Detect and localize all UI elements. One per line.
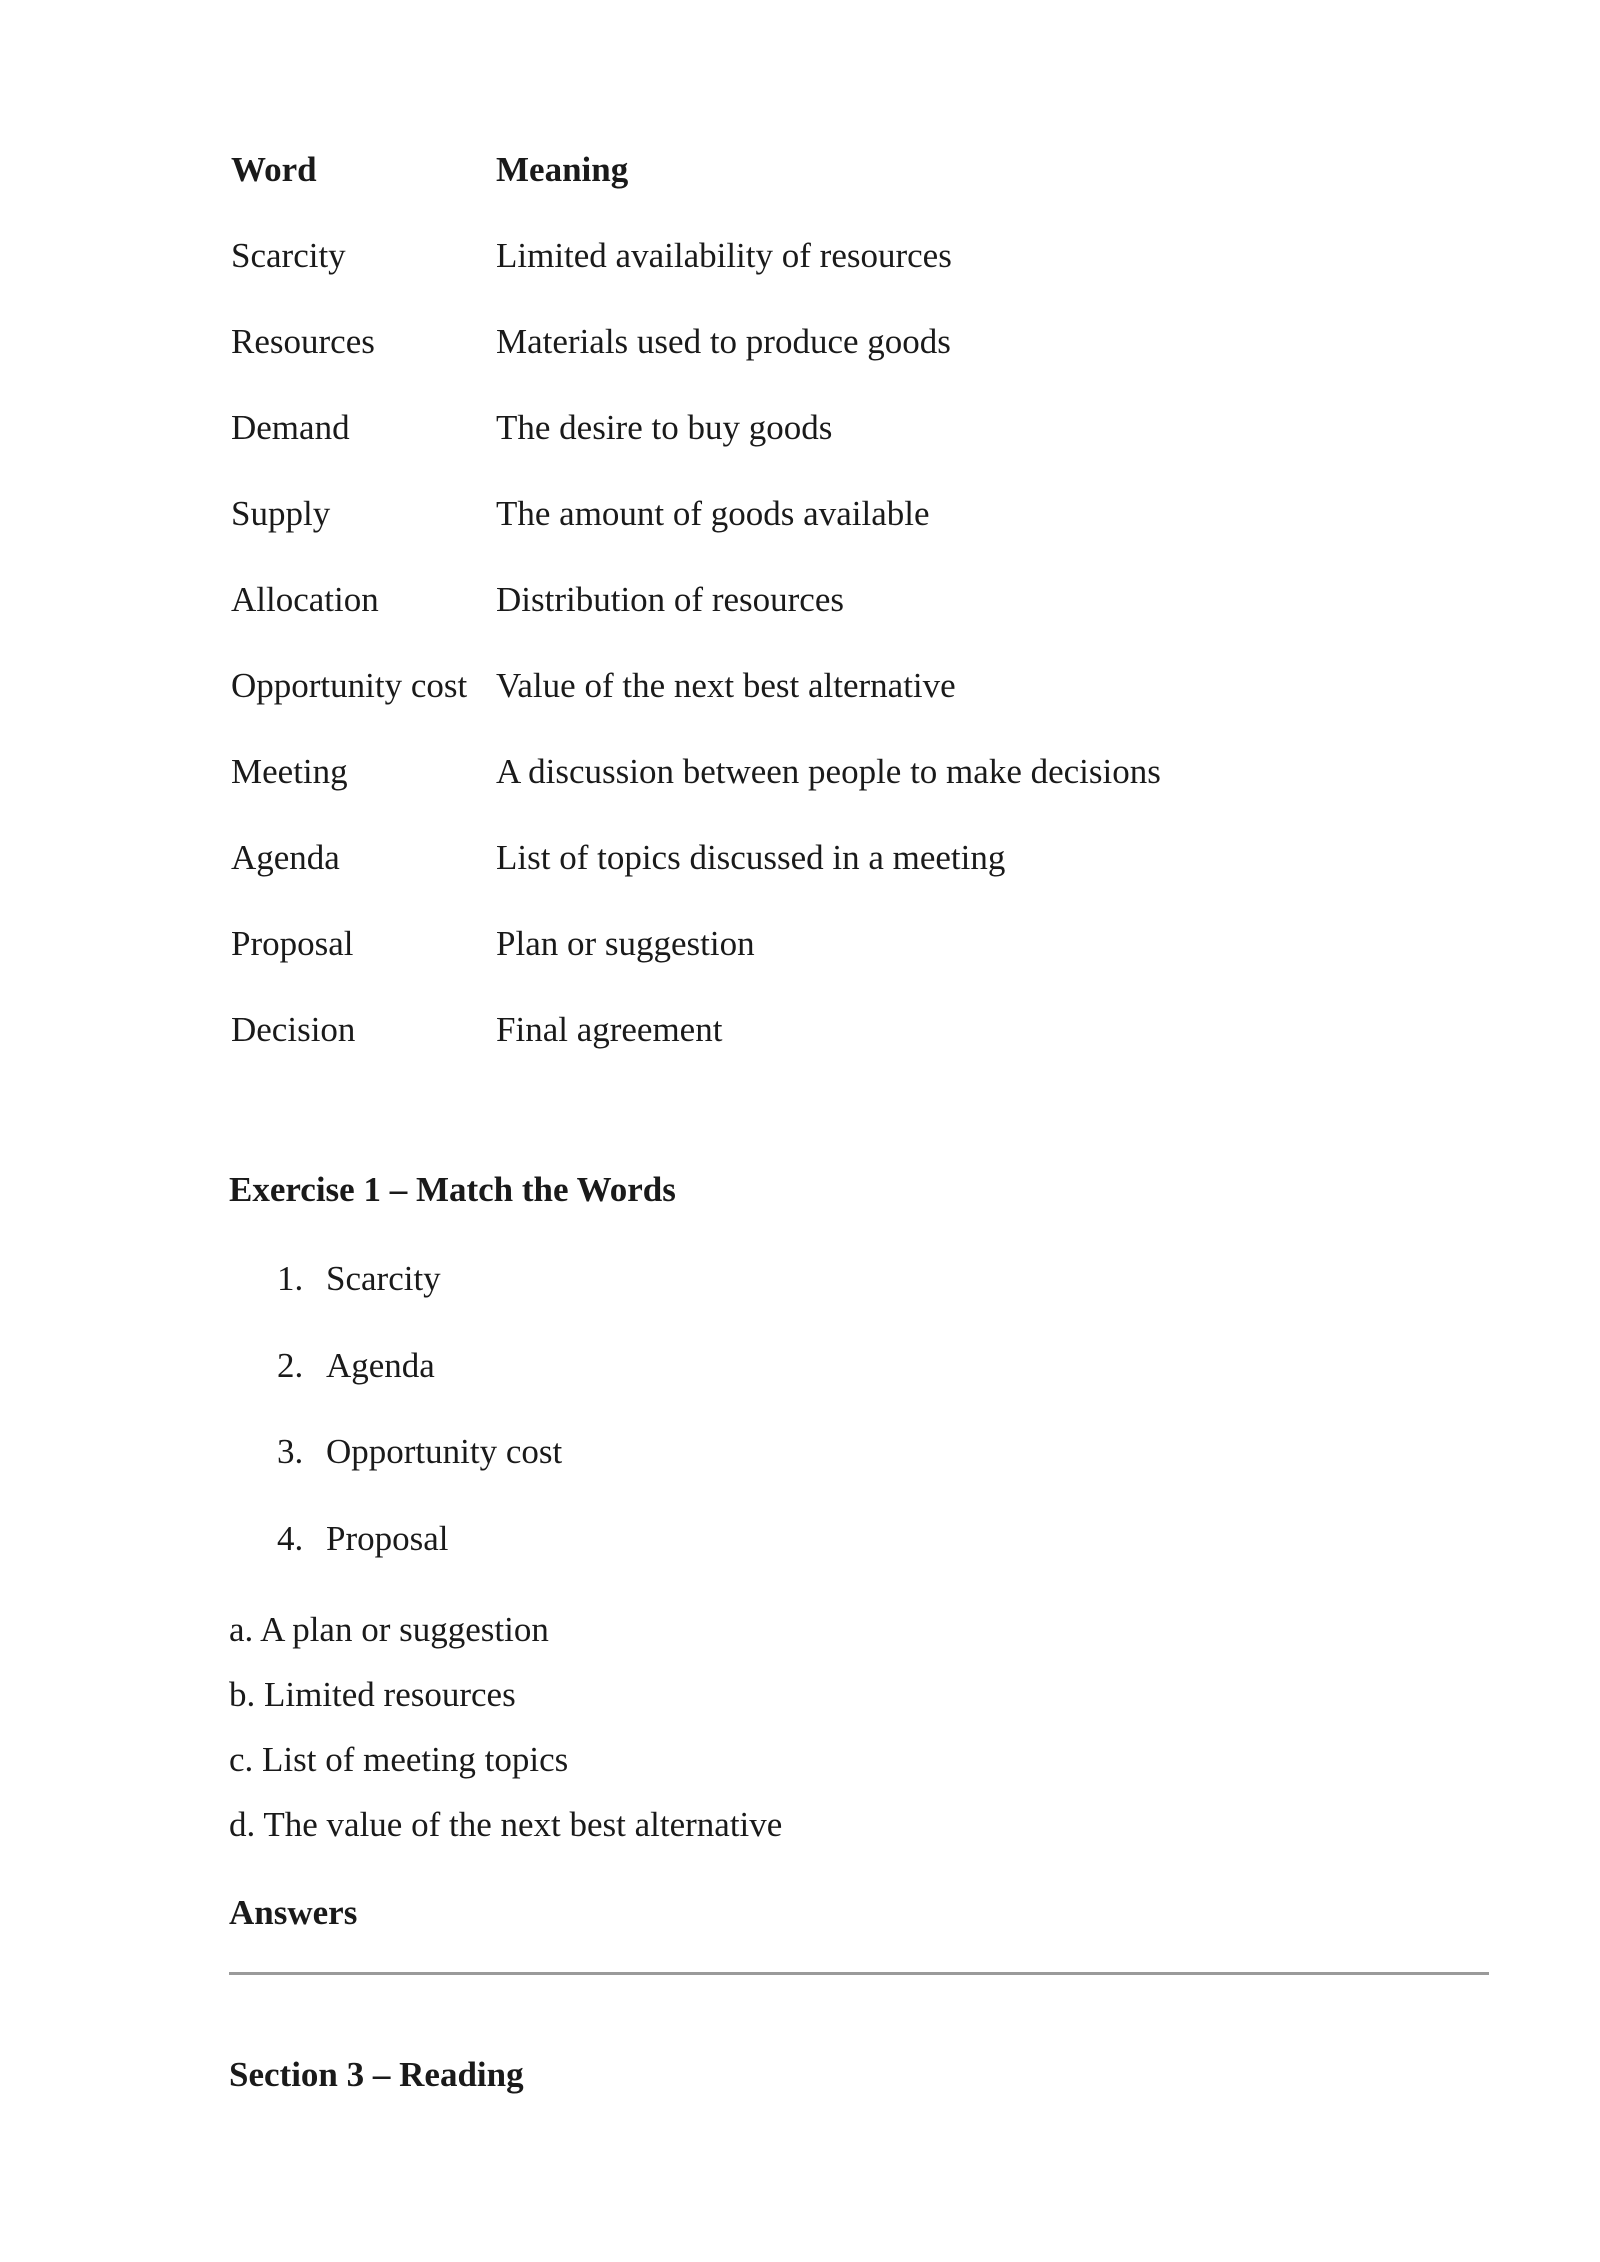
meaning-column-header: Meaning: [496, 150, 629, 189]
vocabulary-meaning: The amount of goods available: [496, 494, 930, 533]
exercise-1-title: Exercise 1 – Match the Words: [229, 1170, 676, 1209]
list-item-number: 2.: [277, 1345, 304, 1385]
exercise-option-list: [229, 1610, 782, 1870]
list-item-text: Proposal: [326, 1518, 449, 1558]
section-3-title: Section 3 – Reading: [229, 2055, 524, 2094]
answers-heading: Answers: [229, 1893, 358, 1932]
list-item-text: Opportunity cost: [326, 1432, 563, 1471]
answer-line: [229, 1972, 1489, 1975]
option-item: a. A plan or suggestion: [229, 1610, 549, 1649]
vocabulary-meaning: Materials used to produce goods: [496, 322, 951, 361]
vocabulary-table: [231, 150, 1331, 1096]
list-item-text: Scarcity: [326, 1259, 441, 1298]
vocabulary-row: [231, 408, 1331, 494]
option-item: c. List of meeting topics: [229, 1740, 569, 1779]
vocabulary-word: Demand: [231, 408, 350, 447]
vocabulary-meaning: Final agreement: [496, 1010, 723, 1049]
list-item: [277, 1519, 562, 1606]
vocabulary-row: [231, 494, 1331, 580]
vocabulary-row: [231, 924, 1331, 1010]
vocabulary-meaning: Value of the next best alternative: [496, 666, 956, 705]
vocabulary-meaning: Distribution of resources: [496, 580, 844, 619]
vocabulary-meaning: Limited availability of resources: [496, 236, 952, 275]
vocabulary-row: [231, 1010, 1331, 1096]
list-item: [277, 1432, 562, 1519]
vocabulary-word: Meeting: [231, 752, 348, 791]
vocabulary-row: [231, 666, 1331, 752]
list-item-number: 3.: [277, 1432, 304, 1471]
list-item-text: Agenda: [326, 1345, 435, 1385]
vocabulary-word: Scarcity: [231, 236, 346, 275]
vocabulary-word: Proposal: [231, 924, 354, 963]
vocabulary-meaning: List of topics discussed in a meeting: [496, 838, 1006, 877]
vocabulary-word: Supply: [231, 494, 331, 533]
list-item-number: 4.: [277, 1518, 304, 1558]
vocabulary-row: [231, 580, 1331, 666]
word-column-header: Word: [231, 150, 317, 189]
option-item: b. Limited resources: [229, 1675, 516, 1714]
list-item: [277, 1346, 562, 1433]
vocabulary-row: [231, 838, 1331, 924]
vocabulary-word: Agenda: [231, 838, 340, 877]
vocabulary-word: Decision: [231, 1010, 356, 1049]
vocabulary-word: Opportunity cost: [231, 666, 468, 705]
list-item-number: 1.: [277, 1259, 304, 1298]
vocabulary-meaning: Plan or suggestion: [496, 924, 755, 963]
exercise-word-list: [277, 1259, 562, 1605]
option-item: d. The value of the next best alternative: [229, 1805, 783, 1844]
vocabulary-word: Resources: [231, 322, 375, 361]
list-item: [277, 1259, 562, 1346]
vocabulary-word: Allocation: [231, 580, 379, 619]
vocabulary-header-row: [231, 150, 1331, 236]
vocabulary-row: [231, 752, 1331, 838]
vocabulary-row: [231, 236, 1331, 322]
vocabulary-meaning: A discussion between people to make decisions: [496, 752, 1161, 791]
vocabulary-meaning: The desire to buy goods: [496, 408, 833, 447]
vocabulary-row: [231, 322, 1331, 408]
